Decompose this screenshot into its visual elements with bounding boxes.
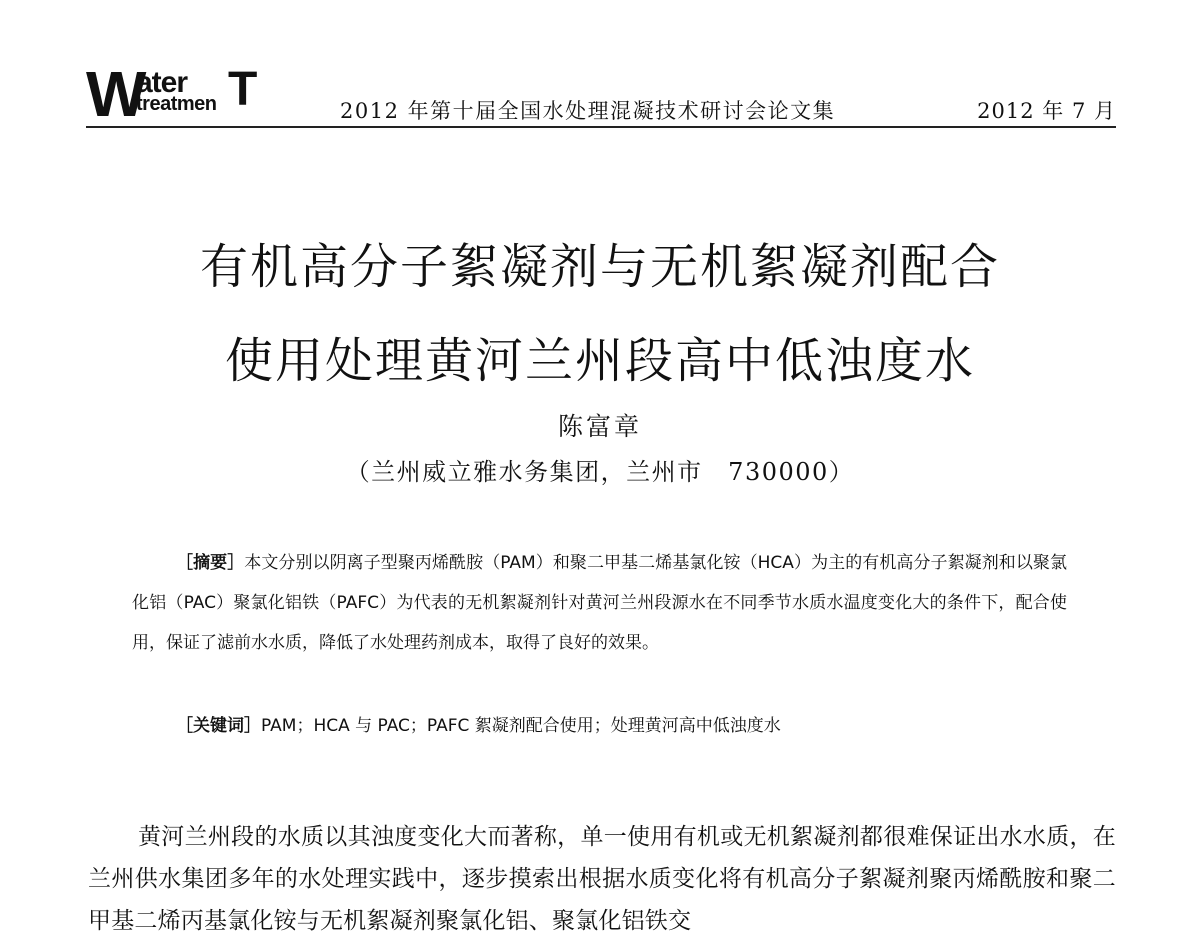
keywords — [176, 706, 781, 746]
abstract-label: ［摘要］ — [176, 553, 245, 573]
logo-bottom-text: treatmen — [136, 93, 217, 115]
body-paragraph: 黄河兰州段的水质以其浊度变化大而著称，单一使用有机或无机絮凝剂都很难保证出水水质，在兰州供水集团多年的水处理实践中，逐步摸索出根据水质变化将有机高分子絮凝剂聚丙烯酰胺和聚二甲基二烯丙基氯化铵与无机絮凝剂聚氯化铝、聚氯化铝铁交 — [88, 824, 1116, 934]
abstract-text: 本文分别以阴离子型聚丙烯酰胺（PAM）和聚二甲基二烯基氯化铵（HCA）为主的有机高分子絮凝剂和以聚氯化铝（PAC）聚氯化铝铁（PAFC）为代表的无机絮凝剂针对黄河兰州段源水在不同季节水质水温度变化大的条件下，配合使用，保证了滤前水水质，降低了水处理药剂成本，取得了良好的效果。 — [132, 553, 1067, 653]
keywords-label: ［关键词］ — [176, 716, 261, 736]
header-divider — [86, 126, 1116, 128]
keywords-text: PAM；HCA 与 PAC；PAFC 絮凝剂配合使用；处理黄河高中低浊度水 — [261, 716, 781, 736]
logo-top-text: ater — [136, 66, 188, 99]
journal-date: 2012 年 7 月 — [977, 99, 1116, 123]
author-affiliation: （兰州威立雅水务集团，兰州市 730000） — [345, 458, 855, 486]
author-name: 陈富章 — [557, 412, 642, 441]
article-title-line-1: 有机高分子絮凝剂与无机絮凝剂配合 — [199, 239, 1000, 295]
journal-title: 2012 年第十届全国水处理混凝技术研讨会论文集 — [340, 99, 836, 123]
logo-big-letter: W — [86, 58, 141, 130]
water-treatment-logo — [86, 58, 262, 130]
abstract — [132, 543, 1067, 663]
article-title-line-2: 使用处理黄河兰州段高中低浊度水 — [224, 333, 975, 389]
logo-end-letter: T — [228, 63, 258, 116]
